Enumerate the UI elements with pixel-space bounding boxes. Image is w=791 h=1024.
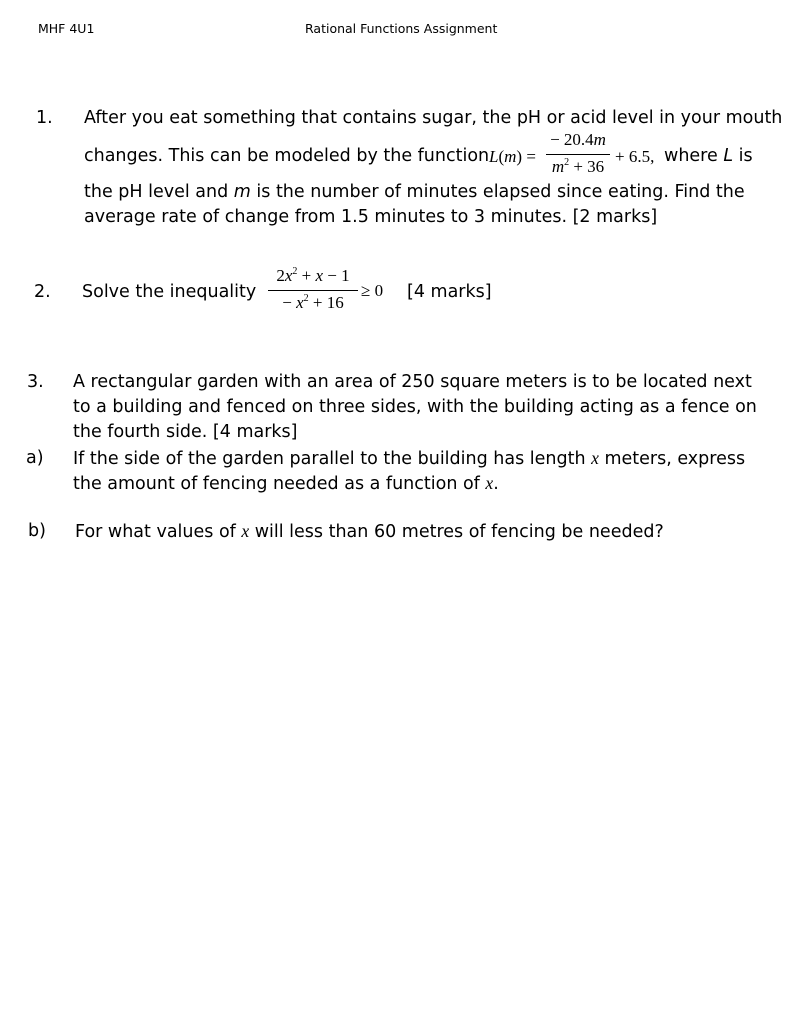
q1-line3: the pH level and m is the number of minutes elapsed since eating. Find the (84, 182, 745, 202)
q1-function-numerator: − 20.4m (550, 130, 606, 149)
q1-line2-post: where L is (664, 146, 753, 166)
q2-text: Solve the inequality (82, 282, 257, 302)
q1-function-rhs: + 6.5, (615, 147, 655, 166)
q1-line1: After you eat something that contains sugar, the pH or acid level in your mouth (84, 108, 783, 128)
q1-function-denominator: $m^2 + 36$ (551, 157, 605, 176)
page-title: Rational Functions Assignment (305, 21, 498, 36)
course-code: MHF 4U1 (38, 21, 95, 36)
q3-number: 3. (27, 372, 44, 392)
q1-number: 1. (36, 108, 53, 128)
q3b-label: b) (28, 521, 46, 541)
fraction-bar (268, 290, 358, 291)
q2-number: 2. (34, 282, 51, 302)
q3-line1: A rectangular garden with an area of 250 square meters is to be located next (73, 372, 752, 392)
q1-line2-pre: changes. This can be modeled by the function (84, 146, 490, 166)
fraction-bar (546, 154, 610, 155)
q3a-label: a) (26, 448, 44, 468)
q2-marks: [4 marks] (407, 282, 492, 302)
q3a-line2: the amount of fencing needed as a function of x. (73, 473, 499, 494)
q2-inequality-fraction (268, 266, 358, 316)
q3-line2: to a building and fenced on three sides, with the building acting as a fence on (73, 397, 757, 417)
q3a-line1: If the side of the garden parallel to the building has length x meters, express (73, 448, 746, 469)
q2-denominator: − $x^2 + 16$ (282, 293, 344, 312)
q2-numerator: $2x^2 + x - 1$ (276, 266, 350, 285)
q3-line3: the fourth side. [4 marks] (73, 422, 298, 442)
q1-function-fraction (546, 130, 610, 180)
q1-function-lhs: L(m) = (489, 147, 536, 166)
q2-relation: ≥ 0 (361, 281, 384, 300)
q3b-line1: For what values of x will less than 60 metres of fencing be needed? (75, 521, 664, 542)
q1-line4: average rate of change from 1.5 minutes to 3 minutes. [2 marks] (84, 207, 658, 227)
